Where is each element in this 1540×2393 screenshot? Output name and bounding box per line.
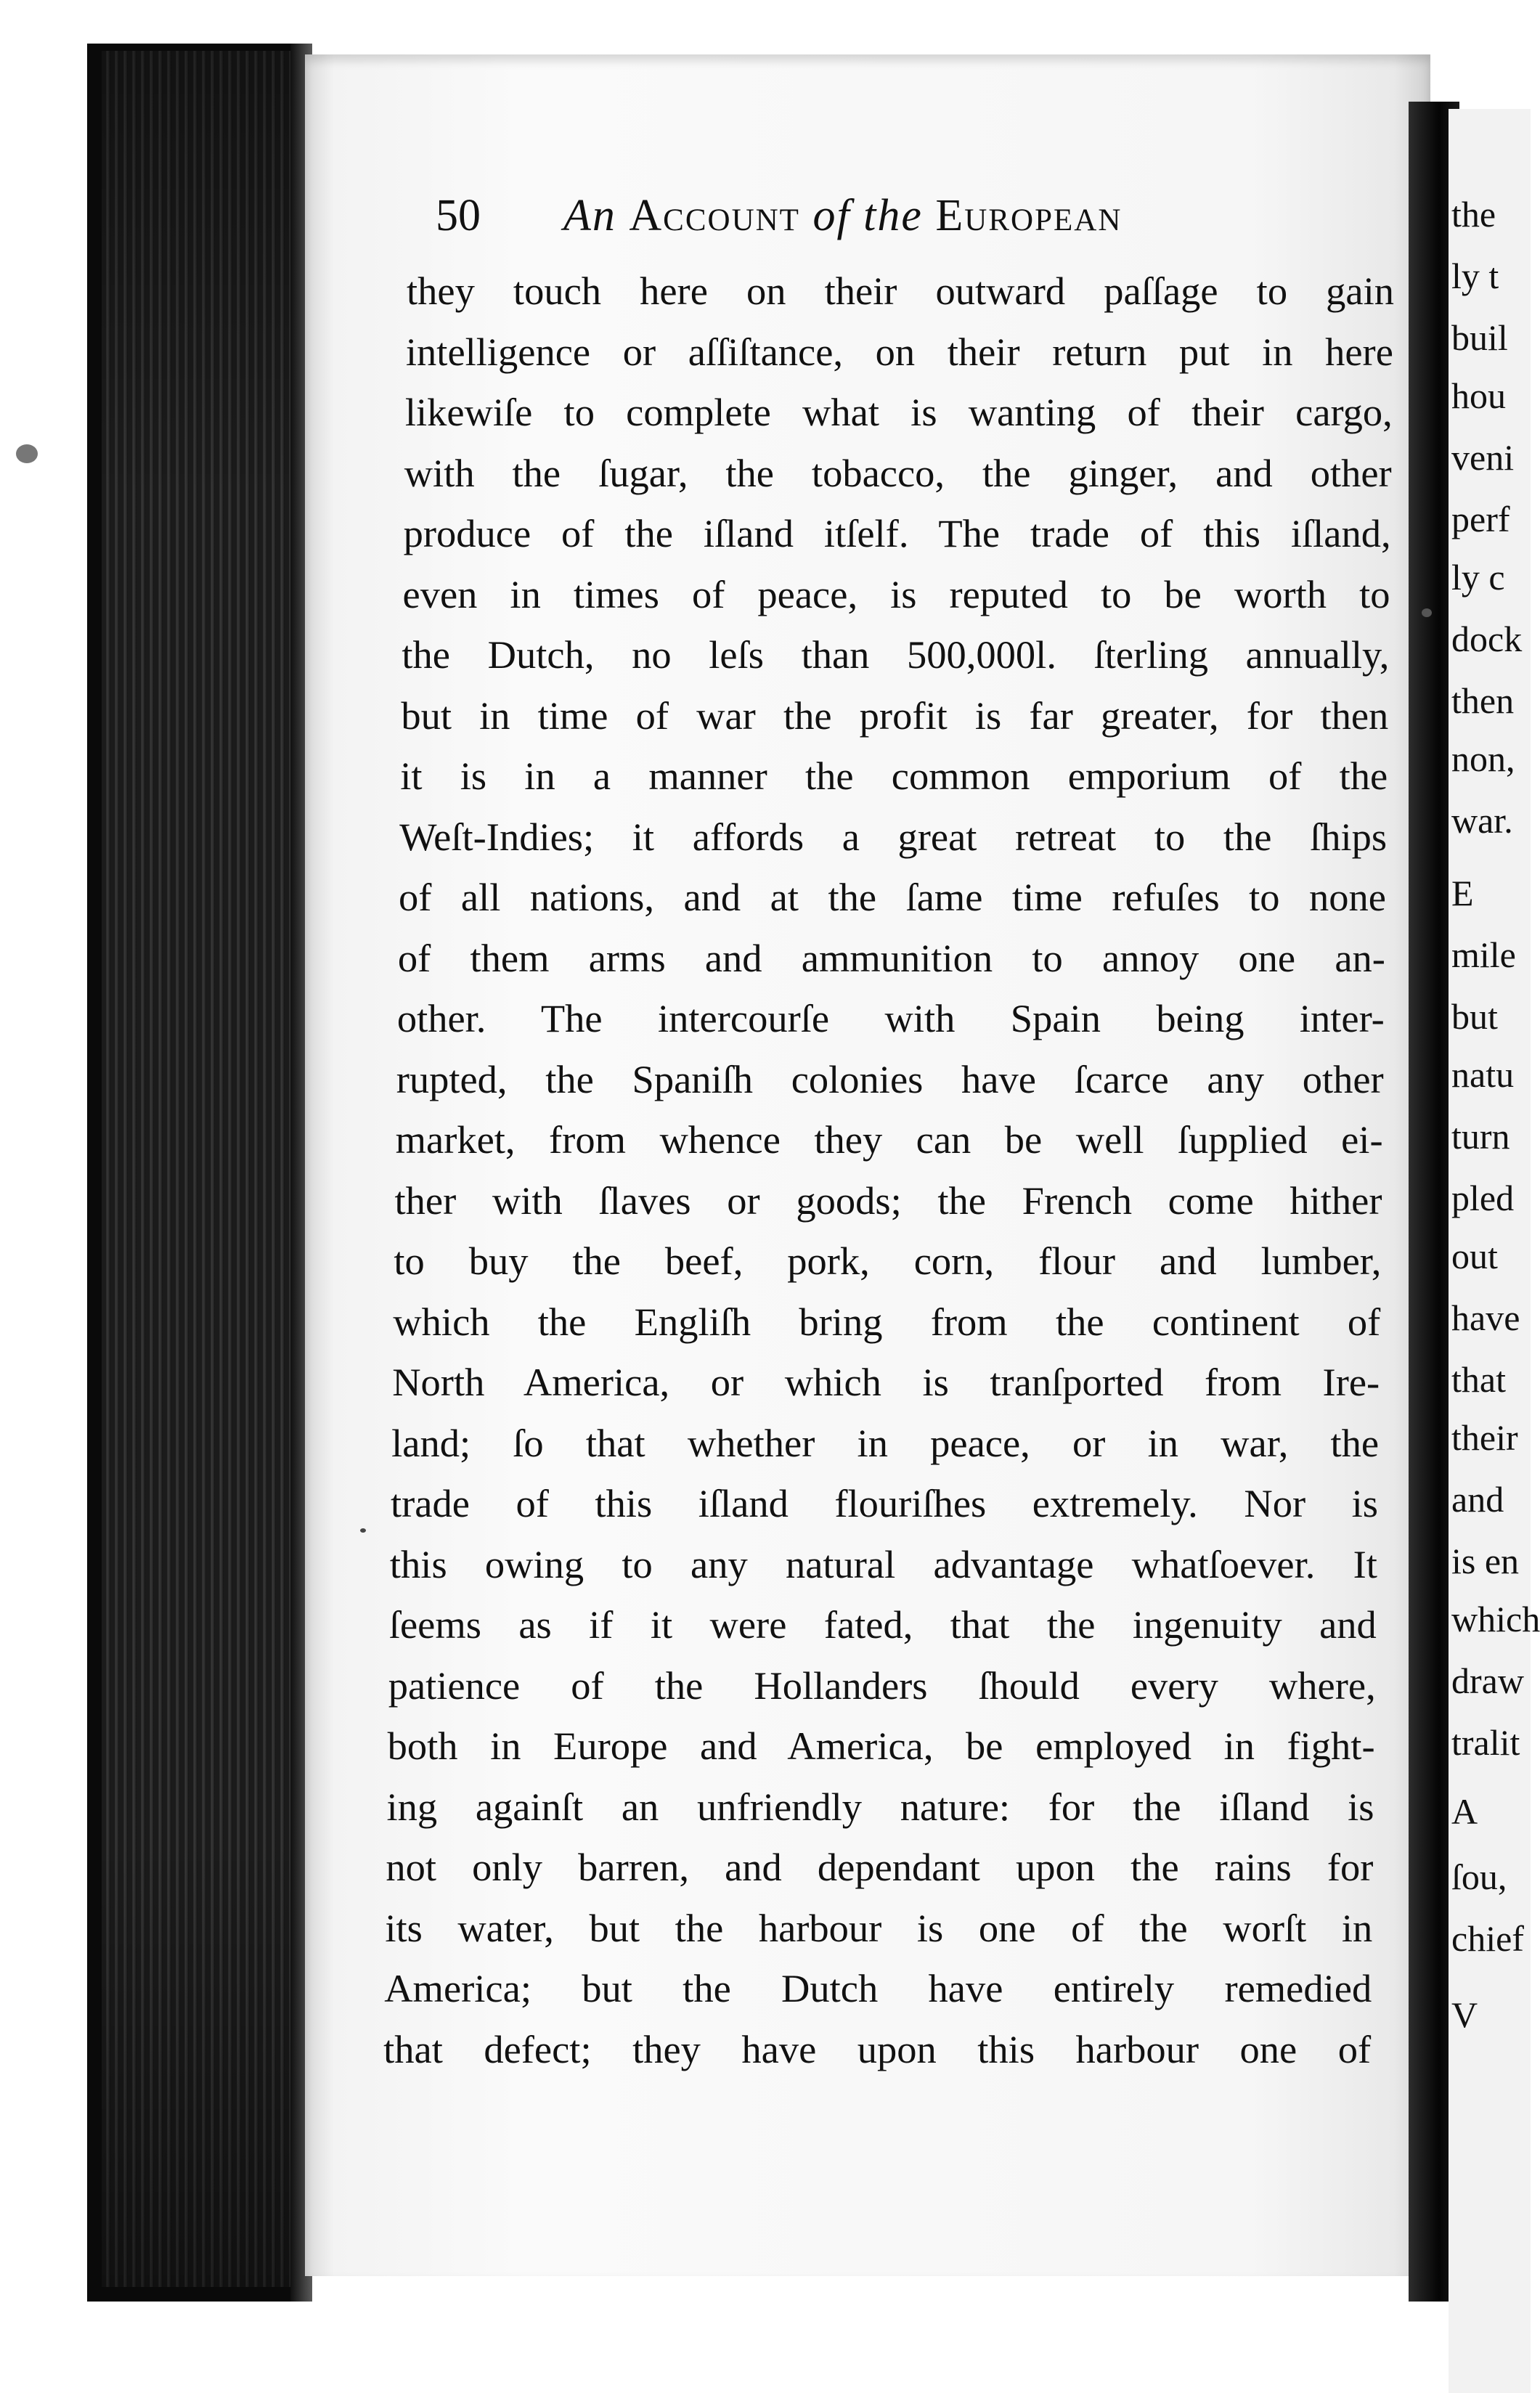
scan-speck bbox=[16, 444, 38, 463]
adjacent-page-fragment bbox=[1449, 109, 1540, 2393]
adjacent-page-text: non, bbox=[1451, 738, 1515, 779]
adjacent-page-text: war. bbox=[1451, 800, 1513, 841]
text-line: both in Europe and America, be employed in fight- bbox=[387, 1724, 1375, 1768]
text-line: to buy the beef, pork, corn, flour and lumber, bbox=[394, 1239, 1382, 1283]
adjacent-page-text: chief bbox=[1451, 1918, 1524, 1959]
adjacent-page-text: A bbox=[1451, 1791, 1478, 1832]
adjacent-page-text: the bbox=[1451, 194, 1496, 235]
adjacent-page-text: ly t bbox=[1451, 256, 1499, 296]
text-line: market, from whence they can be well ſupplied ei- bbox=[395, 1117, 1383, 1162]
book-page-edges bbox=[102, 51, 298, 2287]
text-line: the Dutch, no leſs than 500,000l. ſterling annually, bbox=[402, 632, 1390, 677]
text-line: even in times of peace, is reputed to be worth to bbox=[402, 571, 1390, 616]
adjacent-page-text: and bbox=[1451, 1479, 1504, 1520]
text-line: patience of the Hollanders ſhould every where, bbox=[388, 1663, 1376, 1708]
text-line: North America, or which is tranſported from Ire- bbox=[392, 1360, 1380, 1404]
adjacent-page-text: natu bbox=[1451, 1054, 1515, 1095]
text-line: which the Engliſh bring from the continent of bbox=[393, 1299, 1381, 1344]
page-number: 50 bbox=[436, 191, 481, 240]
running-head bbox=[563, 190, 1122, 242]
text-line: they touch here on their outward paſſage to gain bbox=[407, 269, 1394, 313]
adjacent-page-text: E bbox=[1451, 873, 1474, 913]
adjacent-page-text: dock bbox=[1451, 619, 1523, 659]
adjacent-page-text: out bbox=[1451, 1236, 1498, 1276]
adjacent-page-text: tralit bbox=[1451, 1722, 1520, 1763]
adjacent-page-text: draw bbox=[1451, 1660, 1524, 1701]
text-line: not only barren, and dependant upon the rains for bbox=[386, 1845, 1374, 1889]
adjacent-page-text: V bbox=[1451, 1994, 1478, 2035]
adjacent-page-text: ly c bbox=[1451, 557, 1505, 598]
text-line: but in time of war the profit is far greater, for then bbox=[401, 693, 1389, 738]
running-head-account: Account bbox=[629, 191, 800, 240]
adjacent-page-text: mile bbox=[1451, 934, 1516, 975]
running-head-of-the: of the bbox=[812, 191, 923, 240]
scan-speck bbox=[1422, 608, 1432, 617]
adjacent-page-text: then bbox=[1451, 680, 1515, 721]
adjacent-page-text: pled bbox=[1451, 1178, 1515, 1218]
adjacent-page-text: have bbox=[1451, 1297, 1520, 1338]
adjacent-page-text: perf bbox=[1451, 499, 1510, 539]
page-header bbox=[436, 190, 1380, 248]
adjacent-page-text: ſou, bbox=[1451, 1856, 1507, 1897]
text-line: America; but the Dutch have entirely remedied bbox=[384, 1966, 1372, 2010]
text-line: rupted, the Spaniſh colonies have ſcarce any other bbox=[396, 1056, 1384, 1101]
adjacent-page-text: hou bbox=[1451, 375, 1506, 416]
text-line: produce of the iſland itſelf. The trade of this iſland, bbox=[403, 511, 1391, 555]
text-line: trade of this iſland flouriſhes extremely. Nor is bbox=[391, 1481, 1378, 1525]
scan-speck bbox=[360, 1528, 366, 1533]
text-line: that defect; they have upon this harbour one of bbox=[383, 2026, 1372, 2071]
text-line: likewiſe to complete what is wanting of their cargo, bbox=[404, 390, 1393, 434]
adjacent-page-text: their bbox=[1451, 1417, 1518, 1458]
text-line: its water, but the harbour is one of the worſt in bbox=[385, 1905, 1373, 1950]
text-line: intelligence or aſſiſtance, on their return put in here bbox=[405, 329, 1393, 374]
text-line: this owing to any natural advantage whatſoever. It bbox=[389, 1541, 1377, 1586]
adjacent-page-text: but bbox=[1451, 996, 1498, 1037]
adjacent-page-text: that bbox=[1451, 1359, 1506, 1400]
text-line: it is in a manner the common emporium of the bbox=[400, 754, 1388, 798]
text-line: of them arms and ammunition to annoy one an- bbox=[397, 935, 1385, 980]
adjacent-page-text: turn bbox=[1451, 1116, 1510, 1157]
adjacent-page-text: is en bbox=[1451, 1541, 1520, 1581]
text-line: ing againſt an unfriendly nature: for the iſland is bbox=[386, 1784, 1374, 1829]
running-head-european: European bbox=[935, 191, 1123, 240]
text-line: land; ſo that whether in peace, or in war, the bbox=[391, 1420, 1380, 1465]
text-line: of all nations, and at the ſame time refuſes to none bbox=[399, 875, 1386, 919]
text-line: other. The intercourſe with Spain being inter- bbox=[396, 996, 1385, 1040]
adjacent-page-text: veni bbox=[1451, 437, 1515, 478]
text-line: ſeems as if it were fated, that the ingenuity and bbox=[388, 1602, 1377, 1647]
adjacent-page-text: buil bbox=[1451, 317, 1508, 358]
text-line: ther with ſlaves or goods; the French come hither bbox=[394, 1178, 1382, 1223]
running-head-an: An bbox=[563, 191, 616, 240]
adjacent-page-text: which bbox=[1451, 1599, 1540, 1639]
text-line: with the ſugar, the tobacco, the ginger, and other bbox=[404, 450, 1392, 495]
text-line: Weſt-Indies; it affords a great retreat to the ſhips bbox=[399, 814, 1388, 859]
